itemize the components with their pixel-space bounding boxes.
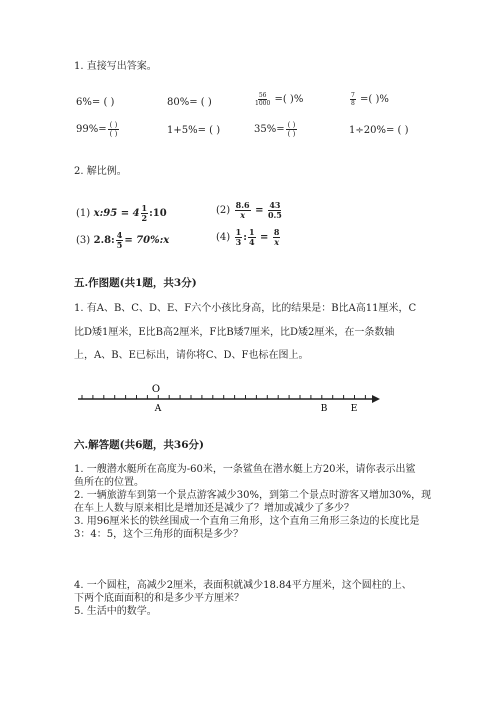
point-e-label: E [350,404,358,414]
q-7over8: $\frac{7}{8}$ =( )% [351,92,389,107]
q-56over1000: $\frac{56}{1000}$ =( )% [255,92,304,107]
q-99pct: 99%= ( ) ( ) [76,121,118,138]
q6-3-line-2: 3：4：5，这个三角形的面积是多少？ [74,529,244,540]
section5-line-1: 1. 有A、B、C、D、E、F六个小孩比身高，比的结果是：B比A高11厘米，C [74,303,417,314]
q-6pct: 6%= ( ) [76,97,115,108]
proportion-3: (3) 2.8: $\frac{4}{5}$ = 70%:x [76,230,170,250]
origin-label: O [151,384,161,395]
q-35pct: 35%= ( ) ( ) [254,121,296,138]
proportion-1: (1) x:95 = 4 $\frac{1}{2}$ :10 [76,203,167,223]
q6-3-line-1: 3. 用96厘米长的铁丝围成一个直角三角形，这个直角三角形三条边的长度比是 [74,516,420,527]
q6-4-line-1: 4. 一个圆柱，高减少2厘米，表面积就减少18.84平方厘米，这个圆柱的上、 [74,580,412,591]
section2-title: 2. 解比例。 [74,166,127,177]
section5-line-2: 比D矮1厘米，E比B高2厘米，F比B矮7厘米，比D矮2厘米，在一条数轴 [74,327,395,338]
q6-1-line-2: 鱼所在的位置。 [74,477,144,488]
section5-heading: 五.作图题(共1题，共3分) [74,277,197,289]
number-line [0,378,500,418]
point-b-label: B [320,404,328,414]
q6-4-line-2: 下两个底面面积的和是多少平方厘米？ [74,593,244,604]
q6-2-line-1: 2. 一辆旅游车到第一个景点游客减少30%，到第二个景点时游客又增加30%，现 [74,490,432,501]
q6-5-line: 5. 生活中的数学。 [74,606,157,617]
q-1plus5pct: 1+5%= ( ) [167,125,221,136]
section6-heading: 六.解答题(共6题，共36分) [74,439,205,451]
q-80pct: 80%= ( ) [167,97,212,108]
proportion-4: (4) $\frac{1}{3}$ : $\frac{1}{4}$ = $\frac{8}{x}$ [216,227,280,247]
point-a-label: A [154,404,162,414]
section1-title: 1. 直接写出答案。 [74,61,157,72]
section5-line-3: 上，A、B、E已标出，请你将C、D、F也标在图上。 [74,350,309,361]
q-1div20pct: 1÷20%= ( ) [349,125,409,136]
proportion-2: (2) $\frac{8.6}{x}$ = $\frac{43}{0.5}$ [216,200,282,220]
q6-1-line-1: 1. 一艘潜水艇所在高度为-60米，一条鲨鱼在潜水艇上方20米，请你表示出鲨 [74,464,416,475]
q6-2-line-2: 在车上人数与原来相比是增加还是减少了？增加或减少了多少？ [74,503,354,514]
number-line-arrow [372,395,380,403]
